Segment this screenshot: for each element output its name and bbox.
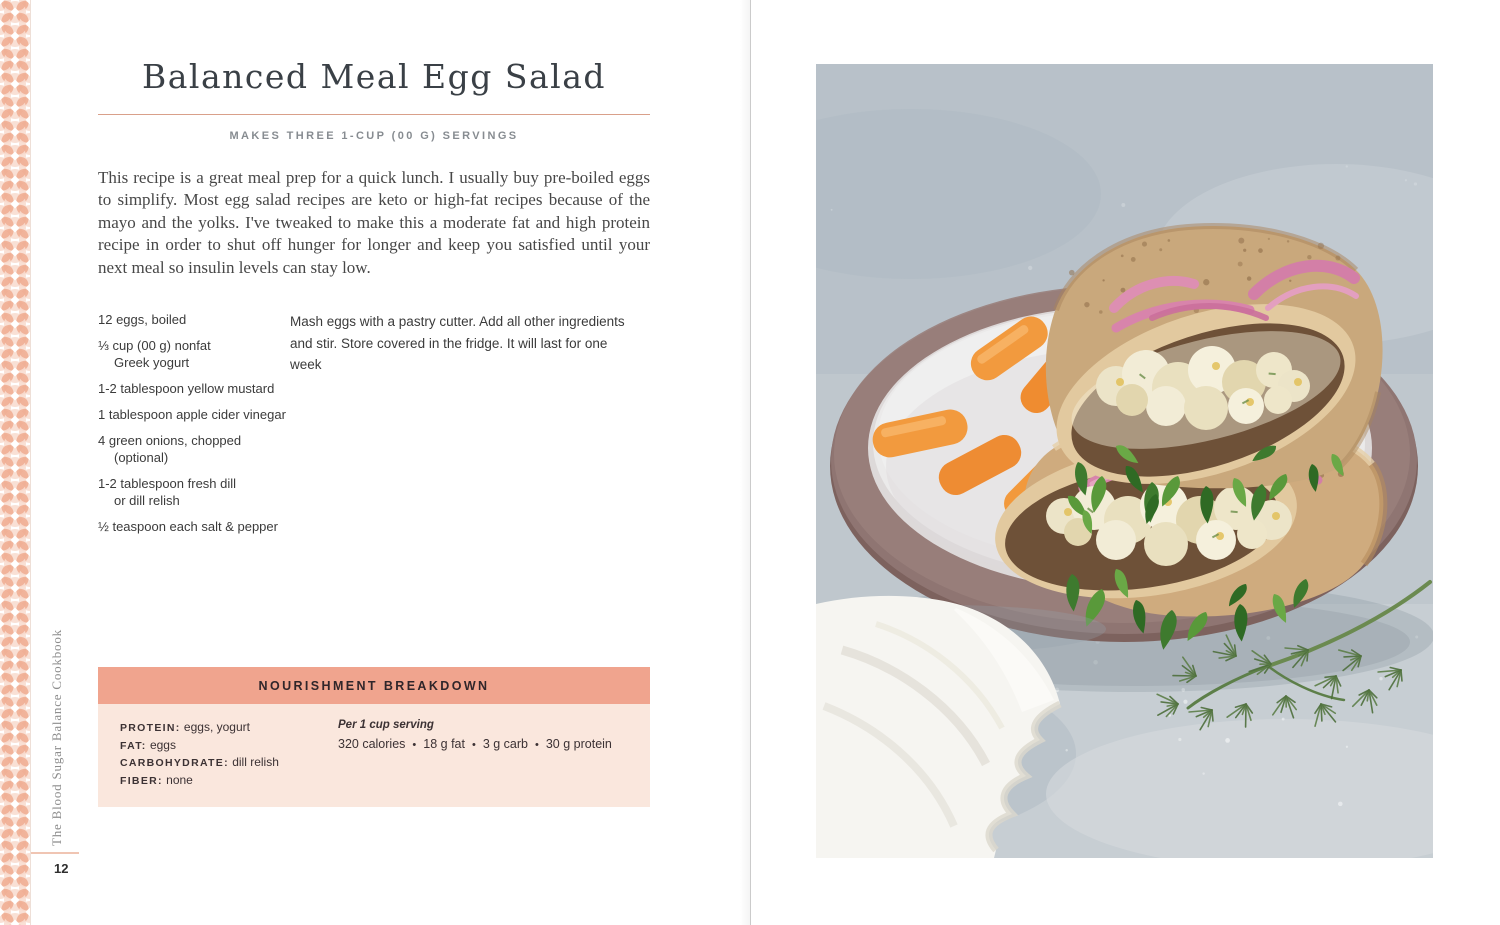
right-page (751, 0, 1500, 925)
serving-stats: 320 calories • 18 g fat • 3 g carb • 30 g protein (338, 737, 612, 751)
nourishment-row: CARBOHYDRATE: dill relish (120, 755, 279, 769)
decorative-border-pattern (0, 0, 31, 925)
nourishment-row: PROTEIN: eggs, yogurt (120, 720, 250, 734)
spine-title: The Blood Sugar Balance Cookbook (49, 629, 64, 846)
ingredient-item: 1-2 tablespoon fresh dill or dill relish (98, 476, 237, 509)
nourishment-components (120, 719, 316, 789)
servings-line: MAKES THREE 1-CUP (00 G) SERVINGS (229, 129, 519, 142)
title-rule (98, 114, 650, 115)
folio-rule (31, 852, 79, 854)
ingredient-item: 4 green onions, chopped (optional) (98, 433, 242, 466)
page-gutter-shade (740, 0, 750, 925)
ingredient-item: ⅓ cup (00 g) nonfat Greek yogurt (98, 338, 211, 371)
nourishment-row: FAT: eggs (120, 737, 176, 752)
recipe-photo (816, 64, 1433, 858)
recipe-body-columns (98, 311, 650, 544)
recipe-title: Balanced Meal Egg Salad (141, 57, 607, 96)
nourishment-header: NOURISHMENT BREAKDOWN (98, 667, 650, 704)
recipe-intro: This recipe is a great meal prep for a quick lunch. I usually buy pre-boiled eggs to simplify. Most egg salad recipes are keto or high-fat recipes because of the mayo and the yolks. I've tweaked to make this a moderate fat and high protein recipe in order to shut off hunger for longer and keep you satisfied until your next meal so insulin levels can stay low. (98, 167, 650, 277)
left-page (31, 0, 750, 925)
nourishment-row: FIBER: none (120, 772, 193, 787)
ingredients-list (98, 311, 290, 544)
ingredient-item: 12 eggs, boiled (98, 312, 187, 328)
ingredient-item: ½ teaspoon each salt & pepper (98, 519, 278, 535)
serving-note: Per 1 cup serving (338, 719, 434, 731)
page-number: 12 (54, 861, 69, 876)
ingredient-item: 1 tablespoon apple cider vinegar (98, 407, 286, 423)
nourishment-breakdown (98, 667, 650, 807)
instructions-text: Mash eggs with a pastry cutter. Add all other ingredients and stir. Store covered in the fridge. It will last for one week (290, 314, 625, 373)
nourishment-per-serving (316, 719, 628, 789)
recipe-column (98, 56, 650, 544)
nourishment-body (98, 704, 650, 807)
ingredient-item: 1-2 tablespoon yellow mustard (98, 381, 275, 397)
